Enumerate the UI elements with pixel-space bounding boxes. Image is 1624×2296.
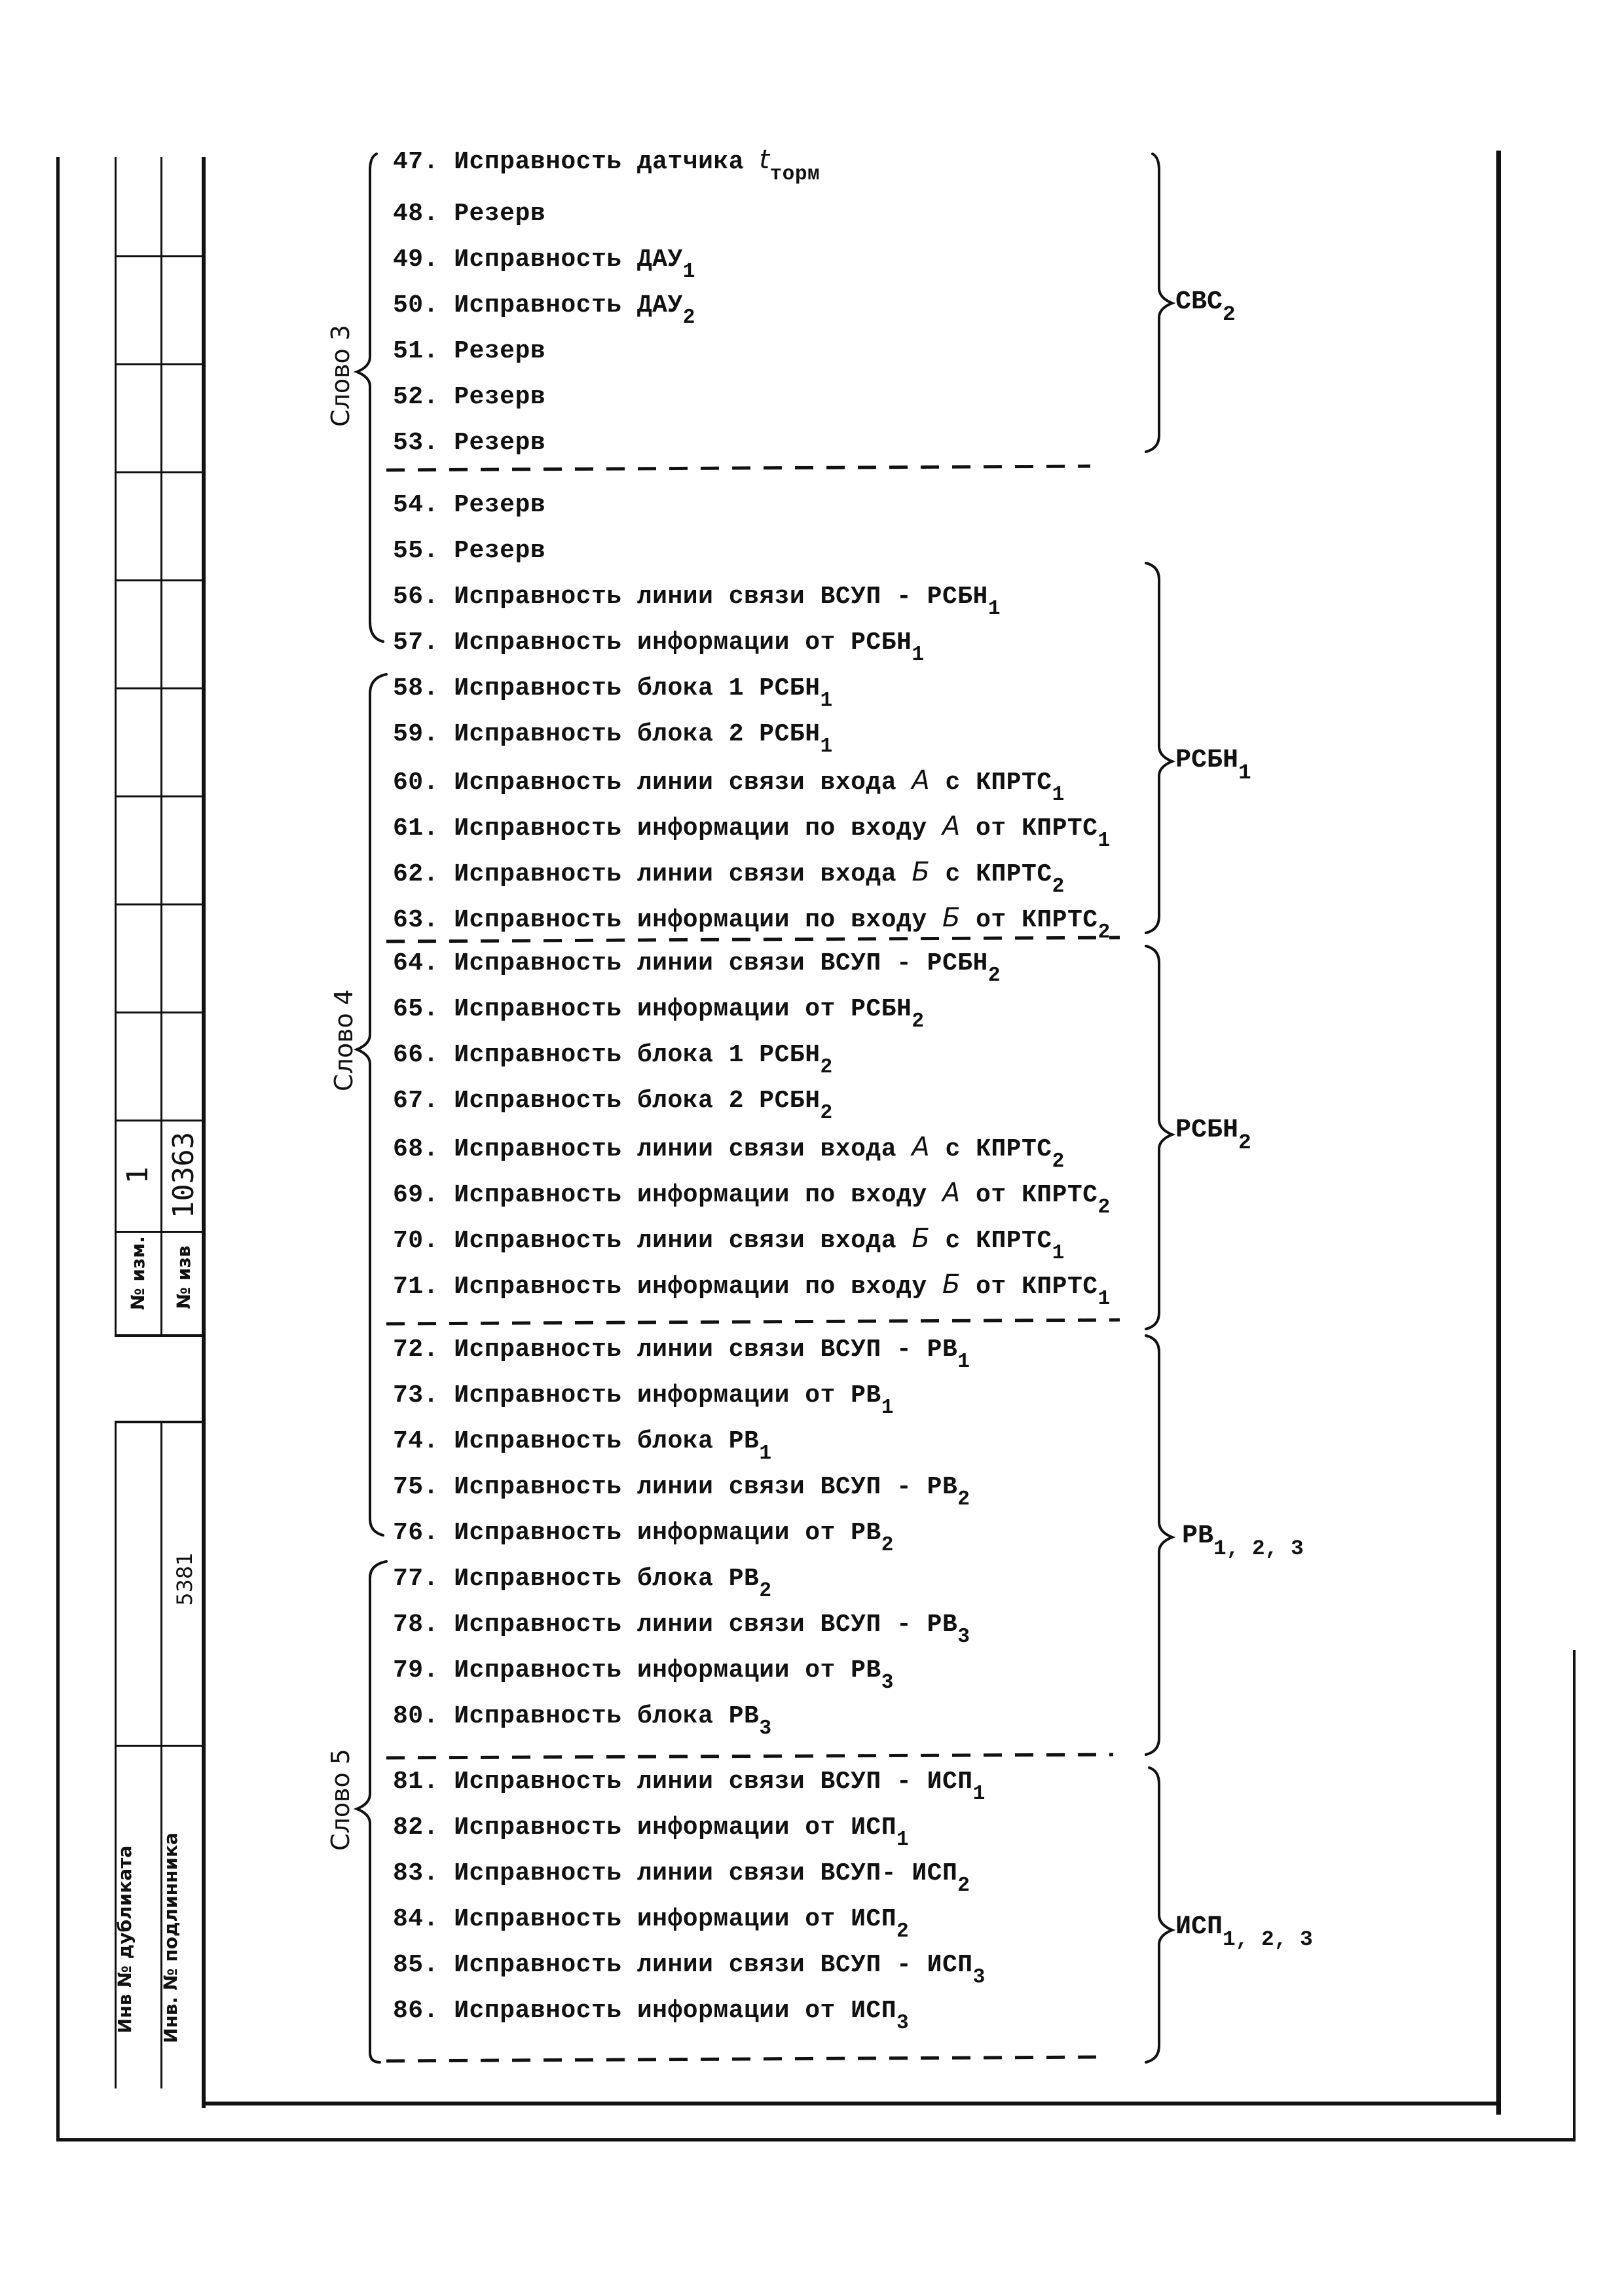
item-text: Исправность информации от РВ (454, 1656, 881, 1685)
item-text: Исправность информации по входу (454, 814, 942, 843)
item-text: Исправность блока РВ (454, 1427, 760, 1455)
item-subscript: 2 (820, 1102, 833, 1125)
stamp-izv-value: 10363 (167, 1131, 200, 1219)
item-subscript: 2 (896, 1920, 910, 1944)
item-subscript: 1 (912, 644, 925, 667)
item-text-tail: с КПРТС (930, 1227, 1052, 1255)
item-number: 76. (393, 1519, 439, 1547)
item-text: Резерв (454, 537, 546, 565)
item-text: Резерв (454, 337, 546, 365)
group-label-rsbn1: $РСБН_1$ (1175, 746, 1251, 786)
item-number: 58. (393, 674, 439, 702)
item-subscript: 1 (1098, 829, 1111, 853)
item-subscript: 1 (1052, 784, 1065, 807)
right-brace-rsbn2 (1146, 946, 1172, 1329)
item-number: 61. (393, 814, 439, 843)
item-text: Исправность линии связи ВСУП - РВ (454, 1611, 958, 1639)
right-brace-rv (1146, 1336, 1172, 1755)
item-text: Исправность ДАУ (454, 291, 683, 319)
item-number: 85. (393, 1951, 439, 1979)
stamp-izm-value: 1 (121, 1166, 155, 1184)
item-text: Исправность информации от ИСП (454, 1813, 897, 1842)
item-text: Резерв (454, 200, 546, 228)
stamp-inv-orig-label: Инв. № подлинника (160, 1832, 181, 2043)
item-number: 65. (393, 995, 439, 1023)
item-number: 68. (393, 1135, 439, 1163)
word-5-label: Слово 5 (326, 1749, 355, 1851)
item-subscript: 2 (957, 1488, 970, 1512)
item-number: 51. (393, 337, 439, 365)
item-letter: Б (942, 1269, 961, 1300)
stamp-izv-label: № изв (173, 1245, 194, 1309)
item-number: 77. (393, 1565, 439, 1593)
item-subscript: 1 (759, 1442, 772, 1466)
item-number: 69. (393, 1181, 439, 1209)
group-label-svc: $СВС_2$ (1175, 287, 1236, 327)
dashed-separator-3 (386, 1320, 1120, 1324)
item-letter: Б (912, 1224, 931, 1254)
group-label-isp: $ИСП_{1, 2, 3}$ (1175, 1912, 1313, 1952)
item-text: Исправность информации от РВ (454, 1381, 881, 1410)
item-subscript: 1 (957, 1351, 970, 1374)
item-text: Исправность линии связи входа (454, 1135, 912, 1163)
item-number: 54. (393, 491, 439, 519)
item-subscript: 2 (957, 1874, 970, 1898)
item-letter: А (942, 1178, 961, 1208)
item-subscript: 3 (972, 1966, 986, 1990)
item-subscript: 1 (820, 689, 833, 713)
item-subscript: 2 (881, 1534, 894, 1558)
item-subscript: 1 (881, 1396, 894, 1420)
item-number: 53. (393, 429, 439, 457)
item-text: Исправность информации по входу (454, 906, 942, 934)
item-text: Резерв (454, 491, 546, 519)
item-number: 78. (393, 1611, 439, 1639)
item-number: 74. (393, 1427, 439, 1455)
stamp-inv-dup-label: Инв № дубликата (114, 1845, 136, 2033)
item-text: Исправность линии связи ВСУП - РВ (454, 1336, 958, 1364)
item-number: 82. (393, 1813, 439, 1842)
item-text-tail: с КПРТС (930, 769, 1052, 797)
item-letter: t (759, 145, 770, 175)
item-number: 63. (393, 906, 439, 934)
item-subscript: 3 (896, 2012, 910, 2035)
item-number: 62. (393, 860, 439, 888)
item-text-tail: от КПРТС (960, 906, 1098, 934)
item-text: Исправность блока 2 РСБН (454, 720, 821, 748)
stamp-inv-orig-value: 5381 (172, 1552, 197, 1606)
item-number: 71. (393, 1273, 439, 1301)
item-subscript: 1 (1052, 1242, 1065, 1266)
item-subscript: 1 (1098, 1288, 1111, 1311)
item-subscript: 1 (987, 598, 1001, 621)
item-subscript: 3 (881, 1671, 894, 1695)
dashed-separator-5 (386, 2057, 1100, 2061)
item-text: Исправность линии связи ВСУП - РСБН (454, 949, 988, 977)
item-subscript: 1 (896, 1829, 910, 1852)
group-label-rsbn2: $РСБН_2$ (1175, 1116, 1251, 1156)
item-subscript: 1 (682, 261, 695, 284)
item-letter: Б (942, 903, 961, 933)
item-number: 60. (393, 769, 439, 797)
item-text: Исправность блока 2 РСБН (454, 1087, 821, 1115)
dashed-separator-1 (386, 466, 1090, 470)
item-text-tail: от КПРТС (960, 1273, 1098, 1301)
item-letter: А (912, 765, 931, 795)
item-subscript: 2 (1098, 1196, 1111, 1220)
item-text-tail: с КПРТС (930, 860, 1052, 888)
left-brace-word4 (357, 674, 386, 1535)
item-text-tail: от КПРТС (960, 814, 1098, 843)
item-number: 73. (393, 1381, 439, 1410)
dashed-separator-4 (386, 1755, 1113, 1758)
dashed-separator-2 (386, 938, 1120, 941)
item-number: 83. (393, 1859, 439, 1887)
item-text-tail: с КПРТС (930, 1135, 1052, 1163)
item-subscript: 3 (957, 1626, 970, 1649)
item-text: Исправность линии связи ВСУП - РСБН (454, 583, 988, 611)
word-4-label: Слово 4 (329, 989, 358, 1091)
item-text: Исправность информации по входу (454, 1273, 942, 1301)
item-text: Исправность блока РВ (454, 1565, 760, 1593)
item-text: Исправность линии связи ВСУП - ИСП (454, 1951, 973, 1979)
item-text: Исправность блока 1 РСБН (454, 674, 821, 702)
item-number: 66. (393, 1041, 439, 1069)
group-label-rv: $РВ_{1, 2, 3}$ (1182, 1522, 1304, 1561)
item-text: Исправность линии связи входа (454, 1227, 912, 1255)
item-number: 81. (393, 1768, 439, 1796)
item-number: 57. (393, 629, 439, 657)
item-subscript: 2 (912, 1010, 925, 1034)
item-text: Исправность блока 1 РСБН (454, 1041, 821, 1069)
item-text: Исправность информации от ИСП (454, 1997, 897, 2025)
left-brace-word5 (357, 1561, 386, 2062)
item-text: Исправность блока РВ (454, 1702, 760, 1730)
item-text: Резерв (454, 383, 546, 411)
word-3-label: Слово 3 (326, 325, 355, 427)
item-text: Исправность датчика (454, 148, 760, 176)
item-subscript: 2 (987, 964, 1001, 988)
item-number: 49. (393, 246, 439, 274)
right-brace-isp (1146, 1768, 1172, 2062)
right-brace-rsbn1 (1146, 563, 1172, 933)
item-text: Исправность линии связи ВСУП- ИСП (454, 1859, 958, 1887)
left-brace-word3 (357, 154, 383, 642)
item-text: Исправность информации от РСБН (454, 995, 912, 1023)
item-subscript: 2 (1052, 875, 1065, 899)
item-subscript: торм (769, 163, 821, 187)
item-number: 80. (393, 1702, 439, 1730)
stamp-izm-label: № изм. (127, 1236, 149, 1310)
item-text: Исправность линии связи ВСУП - РВ (454, 1473, 958, 1501)
item-letter: А (942, 811, 961, 841)
item-text: Исправность информации от РВ (454, 1519, 881, 1547)
item-subscript: 2 (1098, 921, 1111, 945)
item-number: 64. (393, 949, 439, 977)
item-number: 50. (393, 291, 439, 319)
item-number: 86. (393, 1997, 439, 2025)
item-letter: Б (912, 857, 931, 887)
item-text: Резерв (454, 429, 546, 457)
item-number: 72. (393, 1336, 439, 1364)
item-subscript: 1 (820, 735, 833, 759)
item-subscript: 2 (1052, 1150, 1065, 1174)
item-number: 48. (393, 200, 439, 228)
item-subscript: 2 (759, 1580, 772, 1603)
right-brace-svc (1146, 154, 1172, 452)
item-number: 52. (393, 383, 439, 411)
item-subscript: 2 (682, 306, 695, 330)
item-text: Исправность линии связи ВСУП - ИСП (454, 1768, 973, 1796)
item-text: Исправность линии связи входа (454, 769, 912, 797)
item-text: Исправность информации по входу (454, 1181, 942, 1209)
item-text: Исправность информации от РСБН (454, 629, 912, 657)
item-number: 75. (393, 1473, 439, 1501)
item-text: Исправность ДАУ (454, 246, 683, 274)
item-subscript: 2 (820, 1056, 833, 1080)
item-letter: А (912, 1132, 931, 1162)
item-number: 47. (393, 148, 439, 176)
item-number: 79. (393, 1656, 439, 1685)
item-number: 84. (393, 1905, 439, 1933)
item-text: Исправность линии связи входа (454, 860, 912, 888)
item-number: 59. (393, 720, 439, 748)
item-subscript: 3 (759, 1717, 772, 1741)
item-text-tail: от КПРТС (960, 1181, 1098, 1209)
item-number: 55. (393, 537, 439, 565)
item-number: 70. (393, 1227, 439, 1255)
item-subscript: 1 (972, 1783, 986, 1806)
item-number: 56. (393, 583, 439, 611)
item-text: Исправность информации от ИСП (454, 1905, 897, 1933)
item-number: 67. (393, 1087, 439, 1115)
